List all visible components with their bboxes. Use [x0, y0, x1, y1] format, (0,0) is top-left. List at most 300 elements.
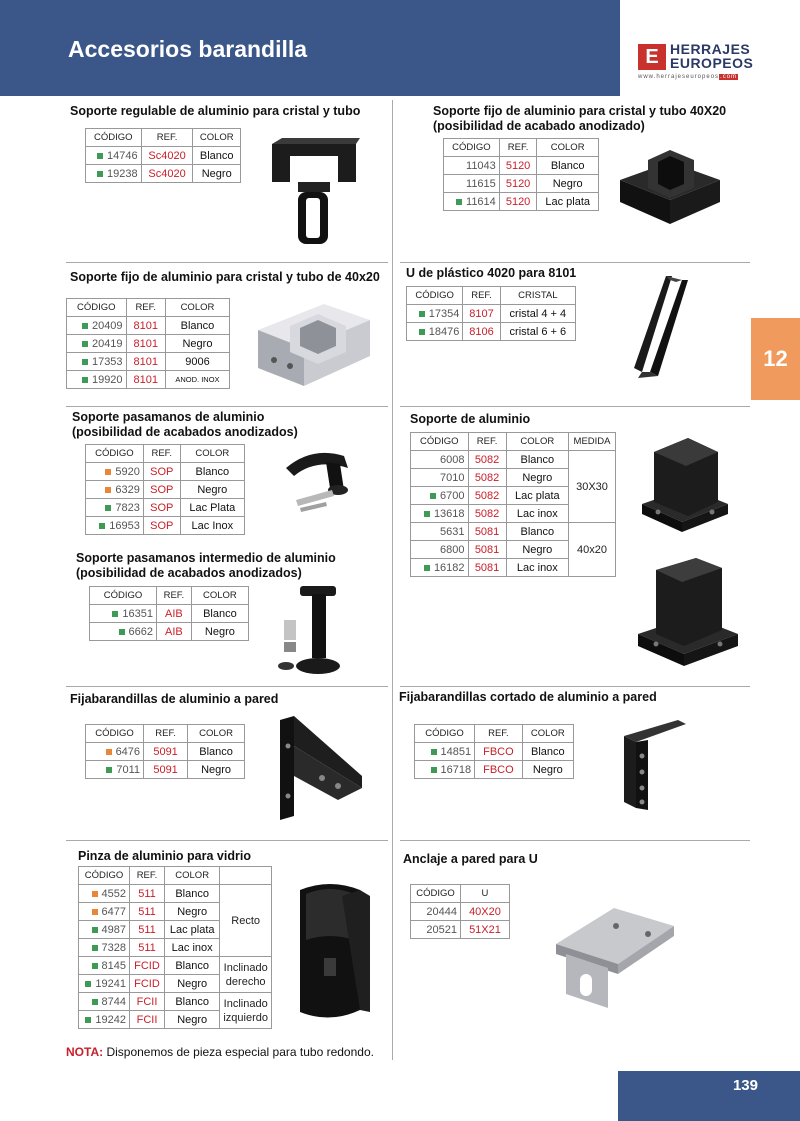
table-header-row [411, 433, 616, 451]
ref-cell: 5082 [468, 505, 506, 523]
ref-cell: 5120 [499, 193, 537, 211]
code-value: 4987 [101, 923, 126, 936]
ref-cell: SOP [143, 481, 180, 499]
stock-marker-icon [105, 505, 111, 511]
column-header: CÓDIGO [67, 299, 127, 317]
type-cell: Inclinado izquierdo [220, 993, 272, 1029]
code-value: 6800 [440, 543, 465, 556]
code-cell [67, 371, 127, 389]
color-cell: Negro [506, 469, 568, 487]
section-title: Soporte fijo de aluminio para cristal y tubo 40X20 [433, 104, 727, 118]
product-image [282, 446, 368, 516]
code-cell [411, 523, 469, 541]
table-header-row [86, 129, 241, 147]
stock-marker-icon [82, 323, 88, 329]
table-row [407, 323, 576, 341]
ref-cell: FCII [129, 1011, 164, 1029]
divider [66, 262, 388, 263]
column-header: CÓDIGO [86, 129, 142, 147]
column-header: REF. [144, 725, 188, 743]
product-table [66, 298, 230, 389]
ref-cell: 5120 [499, 175, 537, 193]
color-cell: cristal 6 + 6 [500, 323, 575, 341]
ref-cell: 8106 [463, 323, 500, 341]
stock-marker-icon [82, 377, 88, 383]
color-cell: Negro [537, 175, 599, 193]
ref-cell: 5082 [468, 469, 506, 487]
product-table [78, 866, 272, 1029]
color-cell: Blanco [188, 743, 245, 761]
stock-marker-icon [105, 469, 111, 475]
code-cell [407, 323, 463, 341]
section-title: Soporte de aluminio [410, 412, 531, 426]
table-row [86, 463, 245, 481]
table-header-row [86, 725, 245, 743]
code-value: 11043 [466, 159, 496, 172]
code-value: 14851 [440, 745, 472, 758]
table-row [415, 761, 574, 779]
code-cell [79, 975, 130, 993]
stock-marker-icon [82, 341, 88, 347]
product-image [272, 716, 364, 820]
code-cell [407, 305, 463, 323]
ref-cell: SOP [143, 499, 180, 517]
table-row [79, 957, 272, 975]
section-title: Soporte pasamanos intermedio de aluminio [76, 551, 336, 565]
table-row [86, 147, 241, 165]
code-cell [86, 761, 144, 779]
stock-marker-icon [97, 153, 103, 159]
stock-marker-icon [424, 511, 430, 517]
code-cell [444, 157, 500, 175]
code-cell [86, 481, 144, 499]
table-row [86, 517, 245, 535]
code-value: 20419 [91, 337, 123, 350]
code-value: 7011 [116, 763, 141, 776]
ref-cell: FCID [129, 957, 164, 975]
column-header: CÓDIGO [411, 433, 469, 451]
column-header: CÓDIGO [86, 725, 144, 743]
stock-marker-icon [106, 749, 112, 755]
ref-cell: AIB [156, 605, 191, 623]
stock-marker-icon [424, 565, 430, 571]
table-row [67, 371, 230, 389]
code-value: 14746 [107, 149, 138, 162]
code-value: 4552 [101, 887, 126, 900]
code-value: 7823 [115, 501, 140, 514]
logo-url-tld: .com [720, 74, 738, 80]
column-header: CÓDIGO [411, 885, 461, 903]
code-cell [86, 743, 144, 761]
code-cell [79, 993, 130, 1011]
color-cell: ANOD. INOX [165, 371, 229, 389]
product-table [85, 724, 245, 779]
ref-cell: 5081 [468, 541, 506, 559]
code-value: 16351 [122, 607, 153, 620]
stock-marker-icon [419, 329, 425, 335]
color-cell: Negro [164, 1011, 219, 1029]
code-cell [67, 317, 127, 335]
section-title: Fijabarandillas cortado de aluminio a pared [399, 690, 657, 704]
code-cell [411, 903, 461, 921]
ref-cell: Sc4020 [141, 165, 193, 183]
stock-marker-icon [92, 891, 98, 897]
ref-cell: 8107 [463, 305, 500, 323]
size-cell: 40x20 [569, 523, 616, 577]
stock-marker-icon [419, 311, 425, 317]
color-cell: Blanco [164, 957, 219, 975]
code-cell [90, 605, 157, 623]
ref-cell: 8101 [126, 335, 165, 353]
color-cell: 9006 [165, 353, 229, 371]
section-title: Soporte pasamanos de aluminio [72, 410, 265, 424]
column-header: CÓDIGO [444, 139, 500, 157]
table-row [79, 885, 272, 903]
stock-marker-icon [85, 1017, 91, 1023]
color-cell: Blanco [164, 885, 219, 903]
logo-line-2: EUROPEOS [670, 55, 754, 71]
code-cell [411, 505, 469, 523]
table-row [86, 481, 245, 499]
section-title: Soporte fijo de aluminio para cristal y tubo de 40x20 [70, 270, 380, 284]
code-cell [79, 885, 130, 903]
code-value: 6008 [440, 453, 465, 466]
divider [400, 406, 750, 407]
product-image [272, 582, 352, 680]
code-cell [86, 147, 142, 165]
column-header: COLOR [537, 139, 599, 157]
code-cell [411, 559, 469, 577]
table-row [86, 761, 245, 779]
section-title: Fijabarandillas de aluminio a pared [70, 692, 279, 706]
table-row [86, 165, 241, 183]
code-value: 13618 [433, 507, 465, 520]
column-header: U [460, 885, 509, 903]
ref-cell: 8101 [126, 353, 165, 371]
product-image [254, 290, 372, 390]
ref-cell: 5081 [468, 559, 506, 577]
stock-marker-icon [106, 767, 112, 773]
stock-marker-icon [92, 963, 98, 969]
color-cell: Blanco [191, 605, 248, 623]
logo-text [670, 42, 753, 70]
code-value: 7010 [440, 471, 465, 484]
table-row [411, 523, 616, 541]
stock-marker-icon [431, 749, 437, 755]
code-cell [411, 487, 469, 505]
code-cell [86, 499, 144, 517]
code-value: 16718 [440, 763, 472, 776]
table-header-row [67, 299, 230, 317]
color-cell: Lac plata [506, 487, 568, 505]
table-row [407, 305, 576, 323]
color-cell: Negro [191, 623, 248, 641]
section-subtitle: (posibilidad de acabado anodizado) [433, 119, 645, 133]
color-cell: Lac inox [164, 939, 219, 957]
column-header: COLOR [188, 725, 245, 743]
column-header: CÓDIGO [415, 725, 475, 743]
product-image [628, 272, 692, 380]
stock-marker-icon [456, 199, 462, 205]
column-header: CÓDIGO [79, 867, 130, 885]
stock-marker-icon [92, 927, 98, 933]
code-value: 11615 [466, 177, 496, 190]
section-subtitle: (posibilidad de acabados anodizados) [72, 425, 298, 439]
type-cell: Recto [220, 885, 272, 957]
ref-cell: 8101 [126, 371, 165, 389]
column-header: REF. [156, 587, 191, 605]
column-divider [392, 100, 393, 1060]
column-header: COLOR [522, 725, 573, 743]
code-value: 8744 [101, 995, 126, 1008]
color-cell: Negro [188, 761, 245, 779]
product-image [618, 140, 722, 226]
ref-cell: 511 [129, 921, 164, 939]
stock-marker-icon [105, 487, 111, 493]
section-title: U de plástico 4020 para 8101 [406, 266, 577, 280]
code-cell [411, 541, 469, 559]
code-value: 20521 [426, 923, 457, 936]
color-cell: Blanco [506, 523, 568, 541]
column-header: CÓDIGO [90, 587, 157, 605]
logo-mark: E [638, 44, 666, 70]
ref-cell: 8101 [126, 317, 165, 335]
code-value: 20409 [91, 319, 123, 332]
stock-marker-icon [99, 523, 105, 529]
ref-cell: 5081 [468, 523, 506, 541]
color-cell: Lac inox [506, 559, 568, 577]
product-table [410, 432, 616, 577]
code-value: 19238 [107, 167, 138, 180]
stock-marker-icon [97, 171, 103, 177]
table-row [67, 317, 230, 335]
column-header: COLOR [506, 433, 568, 451]
product-table [410, 884, 510, 939]
color-cell: Lac plata [537, 193, 599, 211]
column-header: CRISTAL [500, 287, 575, 305]
ref-cell: FCID [129, 975, 164, 993]
table-row [444, 157, 599, 175]
table-header-row [444, 139, 599, 157]
table-row [90, 623, 249, 641]
section-title: Anclaje a pared para U [403, 852, 538, 866]
ref-cell: 5091 [144, 761, 188, 779]
ref-cell: 40X20 [460, 903, 509, 921]
table-row [67, 353, 230, 371]
column-header: CÓDIGO [407, 287, 463, 305]
column-header: REF. [129, 867, 164, 885]
table-row [86, 743, 245, 761]
color-cell: Blanco [165, 317, 229, 335]
type-cell: Inclinado derecho [220, 957, 272, 993]
code-cell [86, 517, 144, 535]
code-cell [86, 463, 144, 481]
stock-marker-icon [85, 981, 91, 987]
code-cell [444, 193, 500, 211]
stock-marker-icon [119, 629, 125, 635]
table-header-row [79, 867, 272, 885]
footnote [66, 1045, 374, 1059]
ref-cell: FCII [129, 993, 164, 1011]
logo-url-host: www.herrajeseuropeos [638, 74, 720, 80]
product-table [85, 444, 245, 535]
code-value: 19920 [91, 373, 123, 386]
ref-cell: 5091 [144, 743, 188, 761]
code-value: 11614 [466, 195, 496, 208]
code-cell [79, 1011, 130, 1029]
column-header: CÓDIGO [86, 445, 144, 463]
ref-cell: SOP [143, 463, 180, 481]
code-cell [67, 353, 127, 371]
ref-cell: Sc4020 [141, 147, 193, 165]
color-cell: Negro [164, 903, 219, 921]
code-value: 19242 [95, 1013, 126, 1026]
column-header: MEDIDA [569, 433, 616, 451]
code-value: 17354 [428, 307, 460, 320]
table-row [411, 921, 510, 939]
column-header: COLOR [164, 867, 219, 885]
color-cell: Lac plata [164, 921, 219, 939]
column-header: REF. [141, 129, 193, 147]
table-header-row [90, 587, 249, 605]
code-value: 6477 [101, 905, 126, 918]
code-value: 8145 [101, 959, 126, 972]
code-cell [411, 469, 469, 487]
stock-marker-icon [430, 493, 436, 499]
product-image [638, 432, 730, 538]
color-cell: Negro [165, 335, 229, 353]
color-cell: Negro [522, 761, 573, 779]
note-text: Disponemos de pieza especial para tubo redondo. [103, 1045, 374, 1059]
table-row [444, 193, 599, 211]
code-value: 17353 [91, 355, 123, 368]
color-cell: Blanco [193, 147, 241, 165]
table-header-row [407, 287, 576, 305]
code-value: 7328 [101, 941, 126, 954]
logo-line-1: HERRAJES [670, 41, 751, 57]
product-image [552, 904, 676, 1010]
ref-cell: 511 [129, 903, 164, 921]
product-table [89, 586, 249, 641]
color-cell: cristal 4 + 4 [500, 305, 575, 323]
product-table [406, 286, 576, 341]
ref-cell: 5082 [468, 487, 506, 505]
table-row [411, 451, 616, 469]
stock-marker-icon [431, 767, 437, 773]
product-table [443, 138, 599, 211]
ref-cell: 51X21 [460, 921, 509, 939]
divider [400, 686, 750, 687]
code-cell [411, 451, 469, 469]
divider [400, 262, 750, 263]
table-row [444, 175, 599, 193]
stock-marker-icon [112, 611, 118, 617]
code-value: 20444 [426, 905, 457, 918]
table-header-row [411, 885, 510, 903]
ref-cell: AIB [156, 623, 191, 641]
table-row [79, 993, 272, 1011]
code-value: 6329 [115, 483, 140, 496]
product-image [634, 556, 740, 674]
code-value: 5631 [440, 525, 465, 538]
table-row [411, 903, 510, 921]
code-value: 6662 [128, 625, 153, 638]
table-row [86, 499, 245, 517]
stock-marker-icon [92, 999, 98, 1005]
color-cell: Lac Inox [180, 517, 244, 535]
column-header: REF. [475, 725, 522, 743]
ref-cell: FBCO [475, 743, 522, 761]
color-cell: Negro [164, 975, 219, 993]
column-header-empty [220, 867, 272, 885]
ref-cell: SOP [143, 517, 180, 535]
divider [66, 840, 388, 841]
color-cell: Negro [180, 481, 244, 499]
code-value: 5920 [115, 465, 140, 478]
table-header-row [86, 445, 245, 463]
code-value: 6700 [440, 489, 465, 502]
color-cell: Blanco [537, 157, 599, 175]
product-image [268, 138, 360, 246]
code-value: 6476 [115, 745, 141, 758]
page-title: Accesorios barandilla [68, 36, 308, 62]
code-cell [415, 743, 475, 761]
column-header: REF. [143, 445, 180, 463]
column-header: REF. [499, 139, 537, 157]
divider [66, 406, 388, 407]
code-cell [67, 335, 127, 353]
ref-cell: 5120 [499, 157, 537, 175]
column-header: REF. [468, 433, 506, 451]
table-row [67, 335, 230, 353]
column-header: COLOR [193, 129, 241, 147]
brand-logo [638, 42, 758, 82]
stock-marker-icon [92, 945, 98, 951]
column-header: REF. [126, 299, 165, 317]
section-subtitle: (posibilidad de acabados anodizados) [76, 566, 302, 580]
table-row [415, 743, 574, 761]
page-number: 139 [732, 1077, 758, 1094]
note-label: NOTA: [66, 1045, 104, 1059]
code-value: 18476 [428, 325, 460, 338]
color-cell: Lac inox [506, 505, 568, 523]
ref-cell: 5082 [468, 451, 506, 469]
product-image [290, 880, 376, 1024]
column-header: REF. [463, 287, 500, 305]
table-header-row [415, 725, 574, 743]
product-table [85, 128, 241, 183]
section-title: Pinza de aluminio para vidrio [78, 849, 251, 863]
code-cell [79, 903, 130, 921]
column-header: COLOR [191, 587, 248, 605]
ref-cell: 511 [129, 939, 164, 957]
color-cell: Negro [193, 165, 241, 183]
code-cell [86, 165, 142, 183]
code-value: 19241 [95, 977, 126, 990]
divider [400, 840, 750, 841]
column-header: COLOR [180, 445, 244, 463]
product-table [414, 724, 574, 779]
product-image [620, 716, 686, 812]
color-cell: Blanco [506, 451, 568, 469]
ref-cell: 511 [129, 885, 164, 903]
chapter-tab: 12 [751, 318, 800, 400]
code-cell [90, 623, 157, 641]
code-value: 16953 [109, 519, 140, 532]
code-cell [79, 939, 130, 957]
divider [66, 686, 388, 687]
code-cell [411, 921, 461, 939]
